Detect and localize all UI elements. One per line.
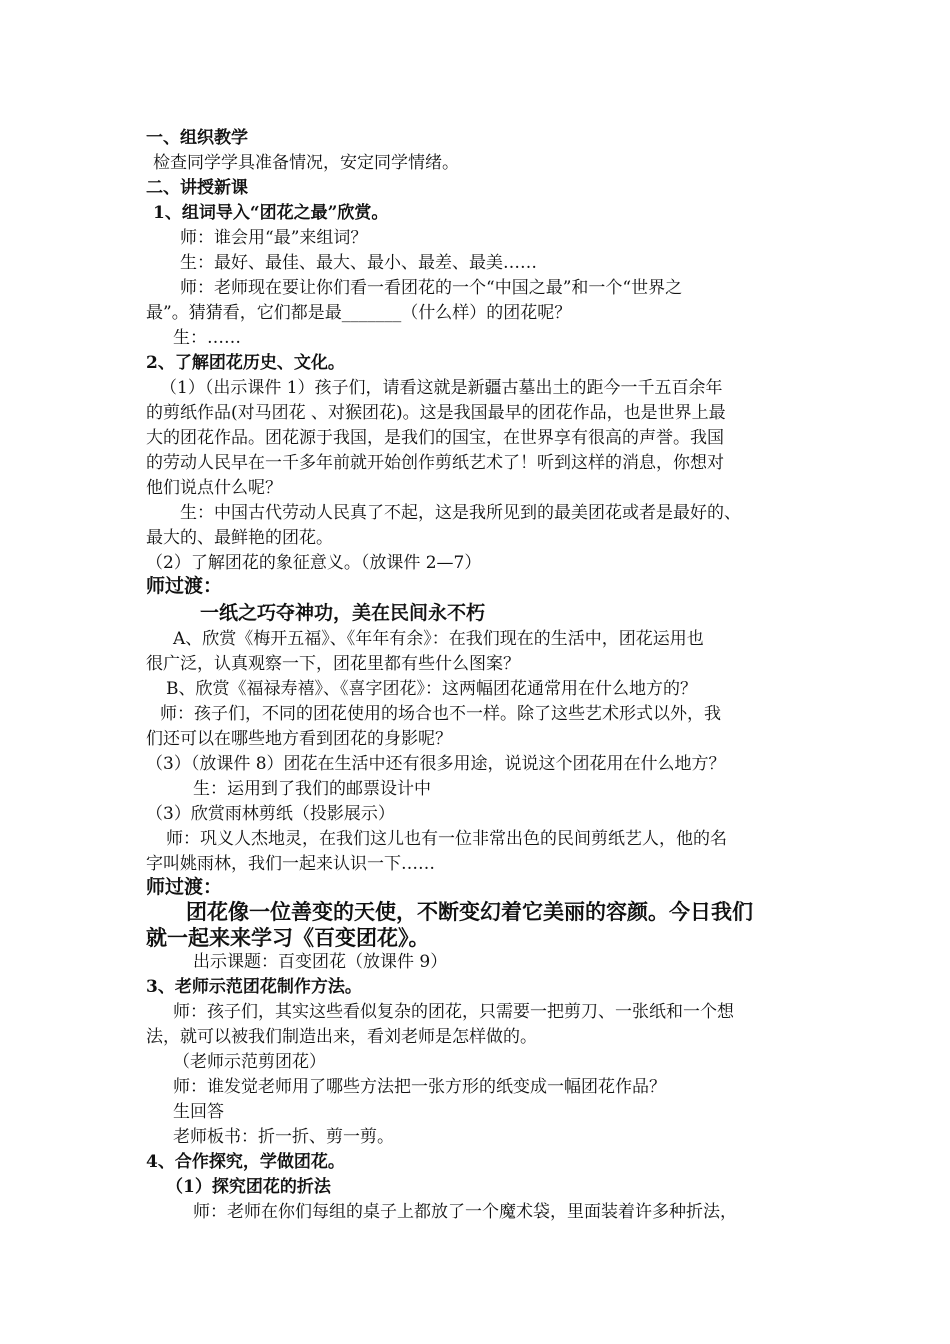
- paragraph-line: 师：老师现在要让你们看一看团花的一个“中国之最”和一个“世界之: [180, 278, 683, 298]
- paragraph-line: （2）了解团花的象征意义。（放课件 2—7）: [146, 553, 482, 573]
- paragraph-line: 生：运用到了我们的邮票设计中: [193, 779, 431, 799]
- subsection-heading: 2、了解团花历史、文化。: [146, 353, 345, 373]
- paragraph-line: （3）（放课件 8）团花在生活中还有很多用途，说说这个团花用在什么地方？: [146, 754, 726, 774]
- paragraph-line: A、欣赏《梅开五福》、《年年有余》：在我们现在的生活中，团花运用也: [173, 629, 704, 649]
- paragraph-line: 老师板书：折一折、剪一剪。: [173, 1127, 394, 1147]
- paragraph-line: 的劳动人民早在一千多年前就开始创作剪纸艺术了！听到这样的消息，你想对: [146, 453, 724, 473]
- paragraph-line: 他们说点什么呢？: [146, 478, 282, 498]
- paragraph-line: 生：……: [173, 328, 241, 348]
- subsection-heading: 3、老师示范团花制作方法。: [146, 977, 362, 997]
- paragraph-line: 检查同学学具准备情况，安定同学情绪。: [153, 153, 459, 173]
- paragraph-line: 法，就可以被我们制造出来，看刘老师是怎样做的。: [146, 1027, 537, 1047]
- paragraph-line: 字叫姚雨林，我们一起来认识一下……: [146, 854, 435, 874]
- paragraph-line: 师：孩子们，其实这些看似复杂的团花，只需要一把剪刀、一张纸和一个想: [173, 1002, 734, 1022]
- paragraph-line: 师：孩子们，不同的团花使用的场合也不一样。除了这些艺术形式以外，我: [160, 704, 721, 724]
- paragraph-line: 师：谁会用“最”来组词？: [180, 228, 368, 248]
- paragraph-line: 出示课题：百变团花（放课件 9）: [193, 952, 448, 972]
- paragraph-line: （3）欣赏雨林剪纸（投影展示）: [146, 804, 395, 824]
- paragraph-line: （1）（出示课件 1）孩子们，请看这就是新疆古墓出土的距今一千五百余年: [160, 378, 723, 398]
- paragraph-line: 大的团花作品。团花源于我国，是我们的国宝，在世界享有很高的声誉。我国: [146, 428, 724, 448]
- paragraph-line: B、欣赏《福禄寿禧》、《喜字团花》：这两幅团花通常用在什么地方的？: [166, 679, 697, 699]
- paragraph-line: 最大的、最鲜艳的团花。: [146, 528, 333, 548]
- paragraph-line: （老师示范剪团花）: [173, 1052, 326, 1072]
- paragraph-line: 师：谁发觉老师用了哪些方法把一张方形的纸变成一幅团花作品？: [173, 1077, 666, 1097]
- paragraph-line: 生回答: [173, 1102, 224, 1122]
- transition-heading: 师过渡：: [146, 575, 223, 597]
- subsection-heading: （1）探究团花的折法: [166, 1177, 331, 1197]
- paragraph-line: 们还可以在哪些地方看到团花的身影呢？: [146, 729, 452, 749]
- paragraph-line: 师：老师在你们每组的桌子上都放了一个魔术袋，里面装着许多种折法，: [193, 1202, 737, 1222]
- paragraph-line: 的剪纸作品(对马团花 、对猴团花)。这是我国最早的团花作品，也是世界上最: [146, 403, 726, 423]
- subsection-heading: 1、组词导入“团花之最”欣赏。: [153, 203, 389, 223]
- paragraph-line: 生：中国古代劳动人民真了不起，这是我所见到的最美团花或者是最好的、: [180, 503, 741, 523]
- section-heading: 二、讲授新课: [146, 178, 248, 198]
- motto-line: 一纸之巧夺神功，美在民间永不朽: [200, 602, 486, 624]
- paragraph-line: 生：最好、最佳、最大、最小、最差、最美……: [180, 253, 537, 273]
- paragraph-line: 很广泛，认真观察一下，团花里都有些什么图案？: [146, 654, 520, 674]
- transition-heading: 师过渡：: [146, 876, 223, 898]
- paragraph-line: 师：巩义人杰地灵，在我们这儿也有一位非常出色的民间剪纸艺人，他的名: [166, 829, 727, 849]
- subsection-heading: 4、合作探究，学做团花。: [146, 1152, 345, 1172]
- paragraph-line: 最”。猜猜看，它们都是最_______（什么样）的团花呢？: [146, 303, 572, 323]
- section-heading: 一、组织教学: [146, 128, 248, 148]
- motto-line: 就一起来来学习《百变团花》。: [146, 925, 430, 950]
- motto-line: 团花像一位善变的天使，不断变幻着它美丽的容颜。今日我们: [186, 899, 753, 924]
